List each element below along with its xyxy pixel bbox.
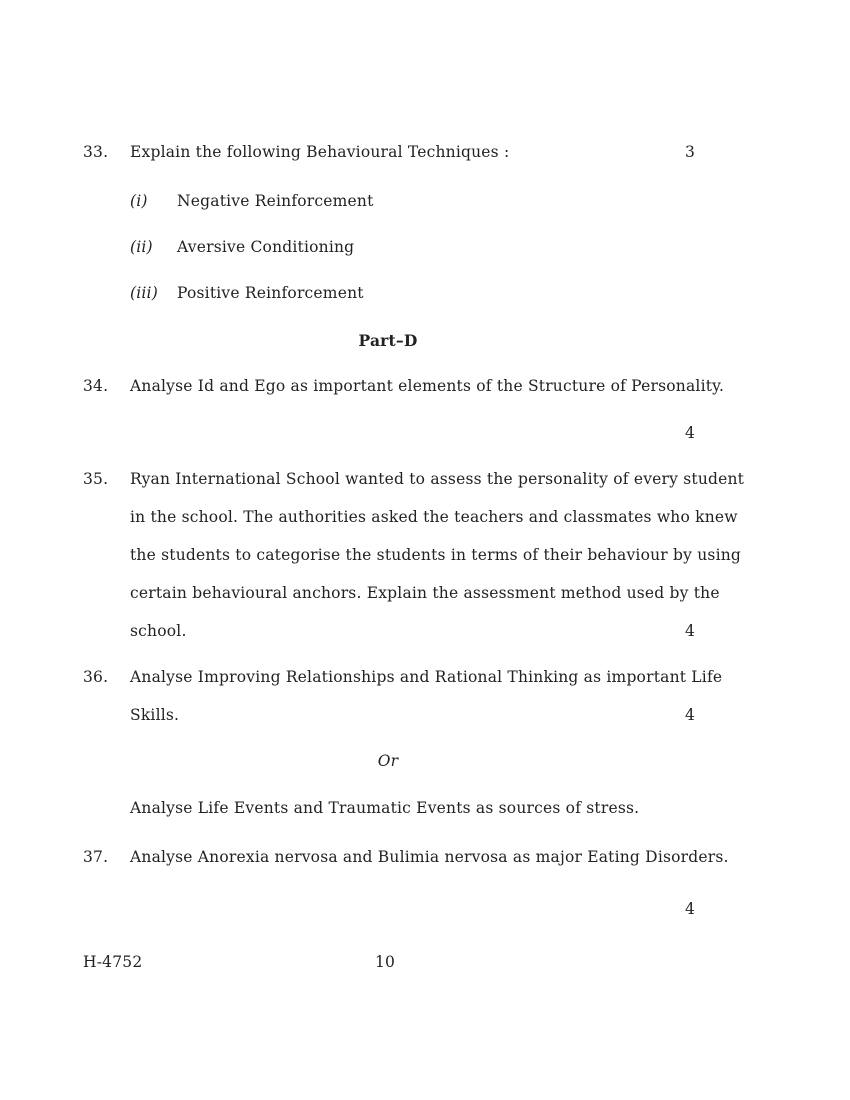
footer-paper-code: H-4752 [83,953,143,971]
question-36-line-1: Analyse Improving Relationships and Rational Thinking as important Life [130,668,723,686]
question-33-item-2-text: Aversive Conditioning [177,238,355,256]
question-33-item-1-text: Negative Reinforcement [177,192,374,210]
footer-page-number: 10 [375,953,396,971]
question-34-number: 34. [83,377,109,395]
question-35-line-3: the students to categorise the students in terms of their behaviour by using [130,546,742,564]
or-separator: Or [377,752,399,770]
question-35-line-5: school. [130,622,187,640]
question-35-line-1: Ryan International School wanted to assess the personality of every student [130,470,745,488]
question-36-number: 36. [83,668,109,686]
question-36-alternative: Analyse Life Events and Traumatic Events as sources of stress. [130,799,640,817]
question-36-marks: 4 [685,706,696,724]
question-34-text: Analyse Id and Ego as important elements of the Structure of Personality. [130,377,725,395]
question-33-item-3-number: (iii) [130,284,158,302]
question-33-marks: 3 [685,143,696,161]
question-33-item-3-text: Positive Reinforcement [177,284,364,302]
question-35-number: 35. [83,470,109,488]
question-36-line-2: Skills. [130,706,180,724]
question-37-marks: 4 [685,900,696,918]
section-title: Part–D [358,331,418,350]
question-37-number: 37. [83,848,109,866]
question-34-marks: 4 [685,424,696,442]
question-35-line-4: certain behavioural anchors. Explain the assessment method used by the [130,584,720,602]
question-35-marks: 4 [685,622,696,640]
question-37-text: Analyse Anorexia nervosa and Bulimia nervosa as major Eating Disorders. [130,848,729,866]
question-33-item-1-number: (i) [130,192,148,210]
question-35-line-2: in the school. The authorities asked the teachers and classmates who knew [130,508,738,526]
question-33-number: 33. [83,143,109,161]
question-33-item-2-number: (ii) [130,238,153,256]
question-33-text: Explain the following Behavioural Techniques : [130,143,510,161]
